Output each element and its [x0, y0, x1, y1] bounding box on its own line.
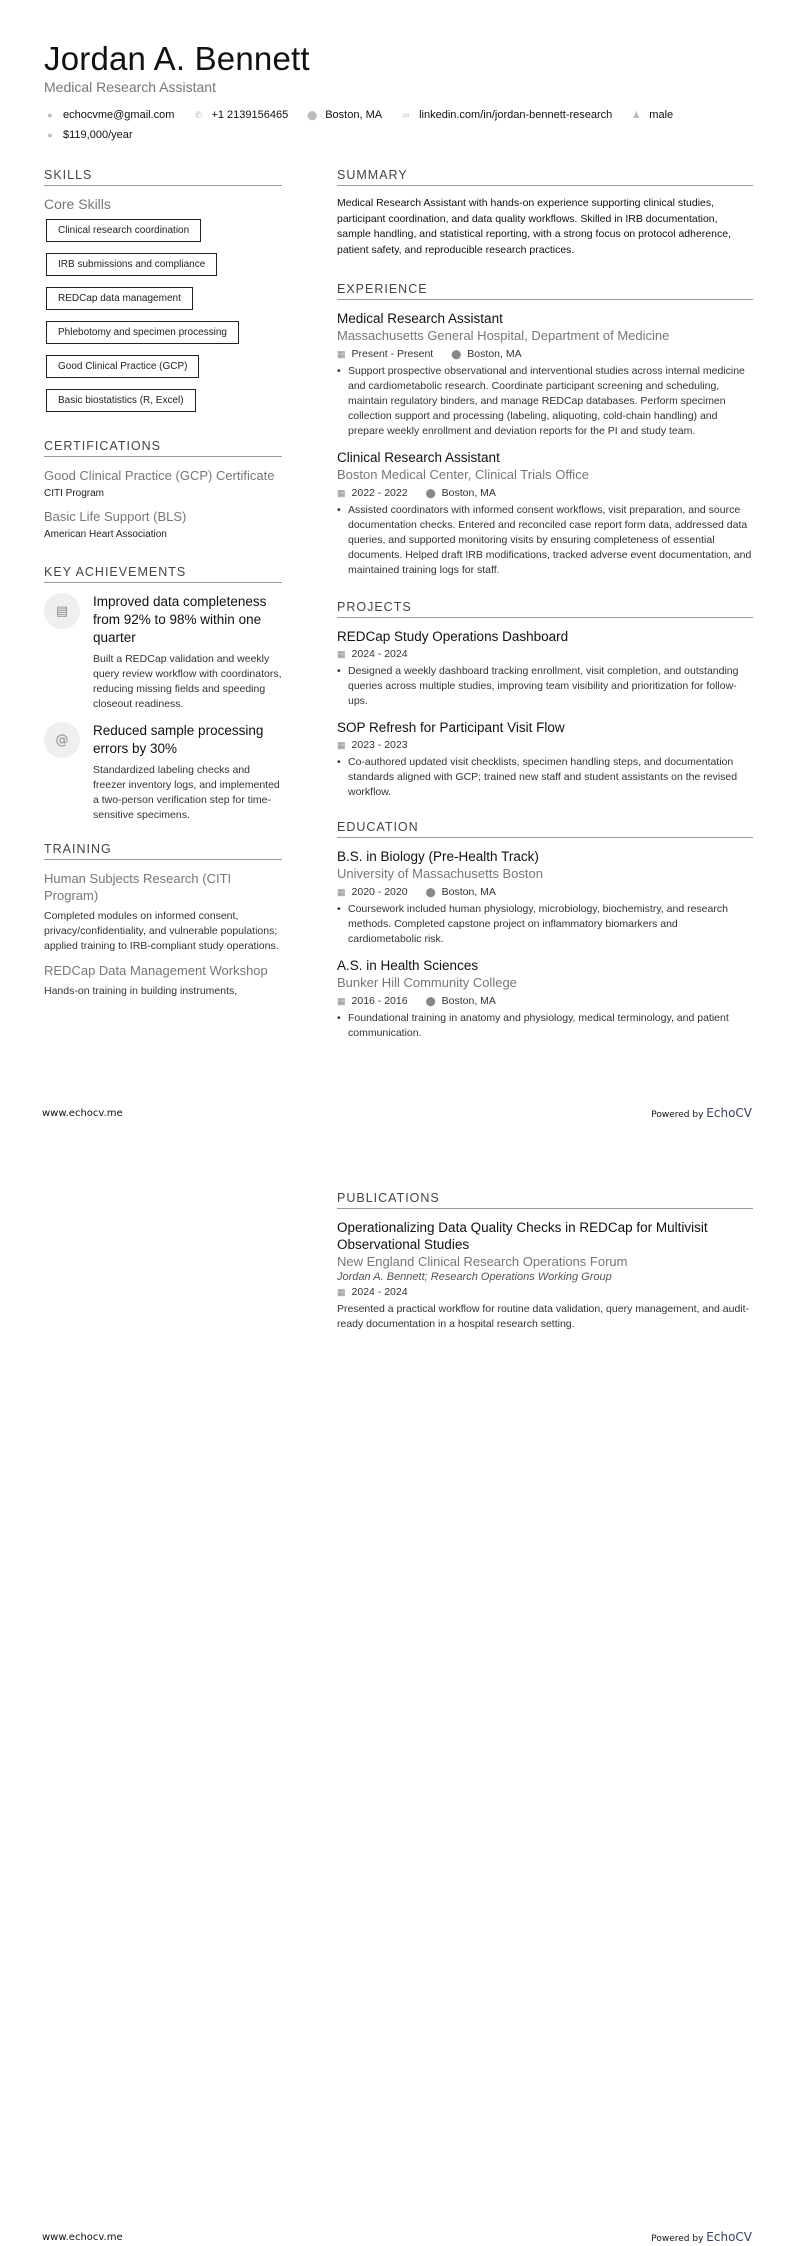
skill-tag: IRB submissions and compliance	[46, 253, 217, 276]
experience-section	[337, 282, 753, 578]
job-meta	[337, 348, 753, 360]
experience-entry	[337, 310, 753, 439]
job-title: Clinical Research Assistant	[337, 450, 500, 465]
achievements-heading: KEY ACHIEVEMENTS	[44, 565, 282, 583]
calendar-icon: ▦	[337, 1286, 346, 1297]
right-column	[337, 168, 753, 1051]
publications-heading: PUBLICATIONS	[337, 1191, 753, 1209]
job-location: Boston, MA	[467, 348, 522, 360]
phone-icon: ✆	[194, 109, 203, 120]
school: Bunker Hill Community College	[337, 975, 517, 990]
publications-section	[337, 1191, 753, 1332]
training-name: REDCap Data Management Workshop	[44, 963, 268, 978]
achievement-title: Improved data completeness from 92% to 98% within one quarter	[93, 594, 267, 645]
echocv-logo[interactable]: EchoCV	[706, 2230, 752, 2244]
calendar-icon: ▦	[337, 886, 346, 897]
education-bullet: • Coursework included human physiology, microbiology, biochemistry, and research methods. Completed capstone project on inflammatory biomarkers and cardiometabolic risk.	[337, 903, 728, 945]
core-skills-subheading: Core Skills	[44, 196, 111, 212]
education-location: Boston, MA	[441, 886, 496, 898]
education-meta	[337, 995, 753, 1007]
skills-section	[44, 168, 282, 422]
project-bullet: • Co-authored updated visit checklists, specimen handling steps, and documentation standards aligned with GCP; trained new staff and student assistants on the revised workflow.	[337, 756, 738, 798]
job-bullet: • Assisted coordinators with informed consent workflows, visit preparation, and source documentation checks. Entered and reconciled case report form data, addressed data queries, and supported monitoring visits by ensuring completeness of essential documents. Helped draft IRB modifications, tracked adverse event documentation, and maintained training logs for staff.	[337, 504, 752, 576]
job-bullet: • Support prospective observational and interventional studies across internal medicine and cardiometabolic research. Coordinate participant screening and scheduling, maintain regulatory binders, and manage REDCap databases. Perform specimen collection support and processing (labeling, aliquoting, cold-chain handling) and prepare weekly enrollment and deviation reports for the PI and study team.	[337, 365, 745, 437]
skill-tag: Phlebotomy and specimen processing	[46, 321, 239, 344]
publication-desc: Presented a practical workflow for routine data validation, query management, and audit-ready documentation in a hospital research setting.	[337, 1303, 750, 1330]
powered-by: Powered by EchoCV	[651, 1106, 752, 1120]
publication-dates: 2024 - 2024	[351, 1286, 408, 1298]
school: University of Massachusetts Boston	[337, 866, 543, 881]
summary-text: Medical Research Assistant with hands-on experience supporting clinical studies, participant coordination, and data quality workflows. Skilled in IRB documentation, sample handling, and statistical reporting, with a strong focus on protocol adherence, patient safety, and reproducible research practices.	[337, 197, 731, 256]
training-name: Human Subjects Research (CITI Program)	[44, 871, 232, 903]
education-meta	[337, 886, 753, 898]
achievement-item	[44, 722, 282, 823]
project-dates: 2023 - 2023	[351, 739, 408, 751]
location-pin-icon: ⬤	[451, 348, 462, 359]
location-pin-icon: ⬤	[425, 487, 436, 498]
job-location: Boston, MA	[441, 487, 496, 499]
calendar-icon: ▦	[337, 648, 346, 659]
employer: Boston Medical Center, Clinical Trials Office	[337, 467, 589, 482]
certification-name: Good Clinical Practice (GCP) Certificate	[44, 468, 275, 483]
summary-section	[337, 168, 753, 258]
project-entry	[337, 719, 753, 800]
footer-site-link[interactable]: www.echocv.me	[42, 2231, 123, 2243]
achievement-item	[44, 593, 282, 712]
footer-site-link[interactable]: www.echocv.me	[42, 1107, 123, 1119]
training-desc: Hands-on training in building instruments,	[44, 985, 238, 997]
contact-location: ⬤ Boston, MA	[307, 109, 383, 121]
email-icon: ●	[47, 110, 53, 120]
degree: A.S. in Health Sciences	[337, 958, 479, 973]
education-entry	[337, 957, 753, 1041]
skill-tag: Clinical research coordination	[46, 219, 201, 242]
training-desc: Completed modules on informed consent, privacy/confidentiality, and vulnerable populations; applied training to IRB-compliant study operations.	[44, 910, 279, 952]
publication-entry	[337, 1219, 753, 1332]
skill-tag: Good Clinical Practice (GCP)	[46, 355, 199, 378]
training-section	[44, 842, 282, 1028]
achievement-desc: Built a REDCap validation and weekly query review workflow with coordinators, reducing missing fields and speeding closeout readiness.	[93, 653, 282, 710]
employer: Massachusetts General Hospital, Department of Medicine	[337, 328, 670, 343]
degree: B.S. in Biology (Pre-Health Track)	[337, 849, 539, 864]
publication-authors: Jordan A. Bennett; Research Operations Working Group	[337, 1271, 612, 1283]
project-entry	[337, 628, 753, 709]
achievement-desc: Standardized labeling checks and freezer inventory logs, and implemented a two-person verification step for time-sensitive specimens.	[93, 764, 280, 821]
experience-entry	[337, 449, 753, 578]
projects-section	[337, 600, 753, 800]
candidate-name: Jordan A. Bennett	[44, 40, 310, 77]
achievements-section	[44, 565, 282, 823]
echocv-logo[interactable]: EchoCV	[706, 1106, 752, 1120]
project-bullet: • Designed a weekly dashboard tracking enrollment, visit completion, and outstanding queries across multiple studies, improving team visibility and prioritization for follow-ups.	[337, 665, 739, 707]
project-meta	[337, 648, 753, 660]
certification-name: Basic Life Support (BLS)	[44, 509, 187, 524]
page-footer	[42, 2228, 752, 2246]
summary-heading: SUMMARY	[337, 168, 753, 186]
publication-meta	[337, 1286, 753, 1298]
contact-linkedin[interactable]: ∞ linkedin.com/in/jordan-bennett-research	[400, 108, 612, 122]
skills-heading: SKILLS	[44, 168, 282, 186]
education-heading: EDUCATION	[337, 820, 753, 838]
location-pin-icon: ⬤	[425, 995, 436, 1006]
publication-title: Operationalizing Data Quality Checks in REDCap for Multivisit Observational Studies	[337, 1220, 708, 1252]
achievement-title: Reduced sample processing errors by 30%	[93, 723, 264, 756]
certification-org: CITI Program	[44, 488, 105, 499]
education-section	[337, 820, 753, 1041]
publication-venue: New England Clinical Research Operations Forum	[337, 1254, 628, 1269]
calendar-icon: ▦	[337, 487, 346, 498]
certification-org: American Heart Association	[44, 529, 167, 540]
skill-tag: Basic biostatistics (R, Excel)	[46, 389, 196, 412]
project-meta	[337, 739, 753, 751]
job-title: Medical Research Assistant	[337, 311, 503, 326]
calendar-icon: ▦	[337, 995, 346, 1006]
at-icon: @	[44, 722, 80, 758]
education-dates: 2016 - 2016	[351, 995, 408, 1007]
education-dates: 2020 - 2020	[351, 886, 408, 898]
person-icon: ♟	[632, 109, 641, 120]
projects-heading: PROJECTS	[337, 600, 753, 618]
contact-gender: ♟ male	[632, 109, 674, 121]
project-title: SOP Refresh for Participant Visit Flow	[337, 720, 565, 735]
training-heading: TRAINING	[44, 842, 282, 860]
salary-icon: ●	[47, 130, 53, 140]
experience-heading: EXPERIENCE	[337, 282, 753, 300]
contact-phone[interactable]: ✆ +1 2139156465	[192, 108, 288, 122]
education-location: Boston, MA	[441, 995, 496, 1007]
contact-bar	[44, 108, 764, 142]
location-pin-icon: ⬤	[307, 109, 318, 120]
clipboard-icon: ▤	[44, 593, 80, 629]
skill-tag: REDCap data management	[46, 287, 193, 310]
calendar-icon: ▦	[337, 739, 346, 750]
right-column-page2	[337, 1191, 753, 1342]
project-dates: 2024 - 2024	[351, 648, 408, 660]
location-pin-icon: ⬤	[425, 886, 436, 897]
project-title: REDCap Study Operations Dashboard	[337, 629, 569, 644]
certifications-heading: CERTIFICATIONS	[44, 439, 282, 457]
contact-salary: ● $119,000/year	[44, 128, 133, 142]
resume-page-2	[0, 1123, 794, 2246]
link-icon: ∞	[402, 110, 410, 120]
job-meta	[337, 487, 753, 499]
education-bullet: • Foundational training in anatomy and physiology, medical terminology, and patient communication.	[337, 1012, 729, 1039]
powered-by: Powered by EchoCV	[651, 2230, 752, 2244]
calendar-icon: ▦	[337, 348, 346, 359]
job-dates: Present - Present	[351, 348, 434, 360]
page-footer	[42, 1104, 752, 1122]
job-dates: 2022 - 2022	[351, 487, 408, 499]
contact-email[interactable]: ● echocvme@gmail.com	[44, 108, 174, 122]
education-entry	[337, 848, 753, 947]
left-column	[44, 168, 282, 1028]
candidate-title: Medical Research Assistant	[44, 79, 216, 95]
certifications-section	[44, 439, 282, 540]
